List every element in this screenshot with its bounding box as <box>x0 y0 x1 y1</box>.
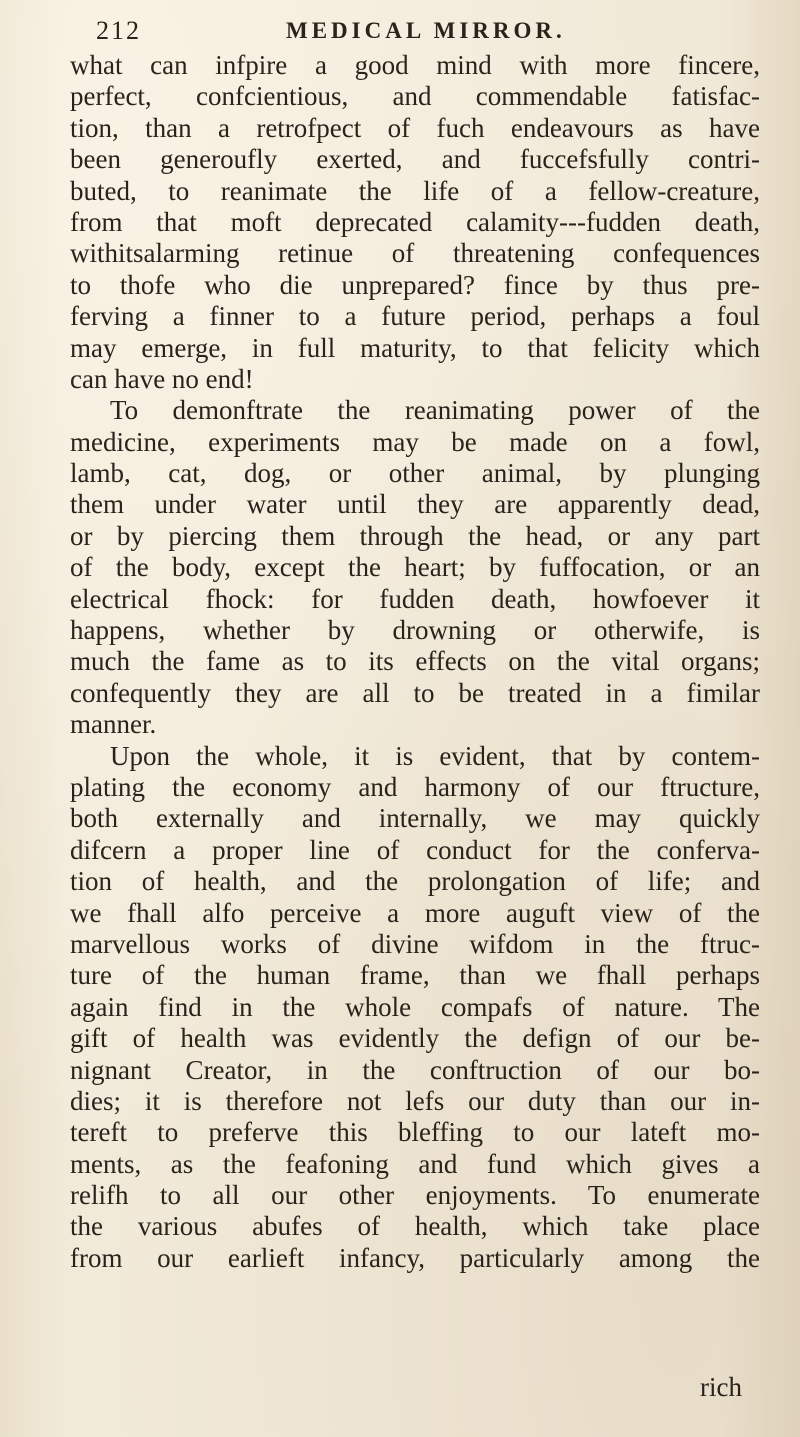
text-line: much the fame as to its effects on the vital organs; <box>70 646 760 677</box>
text-line: electrical fhock: for fudden death, howfoever it <box>70 583 760 614</box>
text-line: ferving a finner to a future period, perhaps a foul <box>70 301 760 332</box>
text-line: happens, whether by drowning or otherwife, is <box>70 615 760 646</box>
catchword: rich <box>700 1372 742 1402</box>
text-line: plating the economy and harmony of our ftructure, <box>70 771 760 802</box>
text-line: from our earlieft infancy, particularly among the <box>70 1242 760 1273</box>
text-line: tereft to preferve this bleffing to our lateft mo- <box>70 1117 760 1148</box>
text-line: again find in the whole compafs of nature. The <box>70 991 760 1022</box>
text-line: both externally and internally, we may quickly <box>70 803 760 834</box>
page-header <box>96 8 756 48</box>
text-line: ture of the human frame, than we fhall perhaps <box>70 960 760 991</box>
text-line: To demonftrate the reanimating power of the <box>110 395 760 426</box>
text-line: buted, to reanimate the life of a fellow-creature, <box>70 175 760 206</box>
text-line: medicine, experiments may be made on a fowl, <box>70 426 760 457</box>
text-line: nignant Creator, in the conftruction of our bo- <box>70 1054 760 1085</box>
body-text <box>70 50 760 1274</box>
running-head: MEDICAL MIRROR. <box>286 18 566 43</box>
text-line: the various abufes of health, which take place <box>70 1211 760 1242</box>
text-line: or by piercing them through the head, or any part <box>70 520 760 551</box>
text-line: we fhall alfo perceive a more auguft view of the <box>70 897 760 928</box>
text-line: lamb, cat, dog, or other animal, by plunging <box>70 458 760 489</box>
text-line: ments, as the feafoning and fund which gives a <box>70 1148 760 1179</box>
text-line: of the body, except the heart; by fuffocation, or an <box>70 552 760 583</box>
text-line: what can infpire a good mind with more fincere, <box>70 50 760 80</box>
text-line: perfect, confcientious, and commendable fatisfac- <box>70 81 760 112</box>
text-line: manner. <box>70 709 157 740</box>
text-line: marvellous works of divine wifdom in the ftruc- <box>70 928 760 959</box>
page-number: 212 <box>96 16 141 45</box>
paragraph <box>70 741 760 1275</box>
text-line: may emerge, in full maturity, to that felicity which <box>70 332 760 363</box>
text-line: can have no end! <box>70 363 254 394</box>
text-line: been generoufly exerted, and fuccefsfully contri- <box>70 144 760 175</box>
text-line: tion of health, and the prolongation of life; and <box>70 866 760 897</box>
text-line: relifh to all our other enjoyments. To enumerate <box>70 1180 760 1211</box>
text-line: confequently they are all to be treated in a fimilar <box>70 677 760 708</box>
paragraph <box>70 395 760 740</box>
text-line: tion, than a retrofpect of fuch endeavours as have <box>70 112 760 143</box>
text-line: from that moft deprecated calamity---fudden death, <box>70 206 760 237</box>
text-line: difcern a proper line of conduct for the conferva- <box>70 834 760 865</box>
paragraph <box>70 50 760 395</box>
text-line: dies; it is therefore not lefs our duty than our in- <box>70 1085 760 1116</box>
text-line: them under water until they are apparently dead, <box>70 489 760 520</box>
text-line: to thofe who die unprepared? fince by thus pre- <box>70 269 760 300</box>
text-line: gift of health was evidently the defign of our be- <box>70 1023 760 1054</box>
text-line: Upon the whole, it is evident, that by contem- <box>110 740 760 771</box>
text-line: withitsalarming retinue of threatening confequences <box>70 238 760 269</box>
